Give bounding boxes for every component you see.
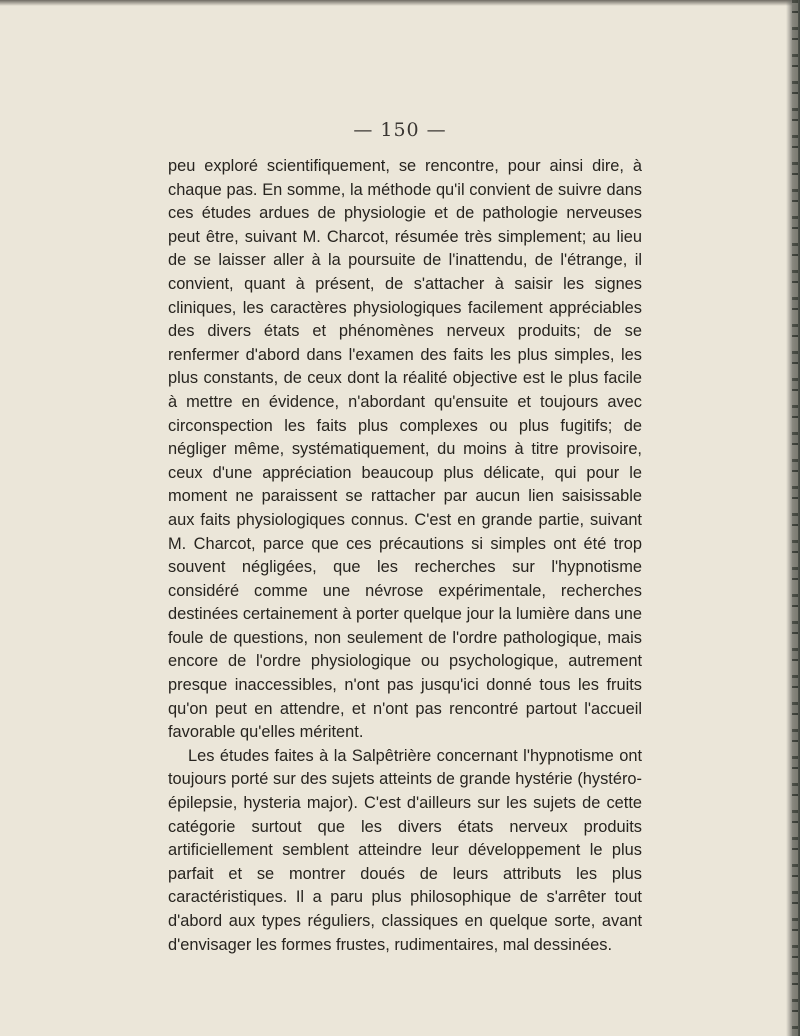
paragraph-2: Les études faites à la Salpêtrière concernant l'hypnotisme ont toujours porté sur des sujets atteints de grande hystérie (hystéro-épilepsie, hysteria major). C'est d'ailleurs sur les sujets de cette catégorie surtout que les divers états nerveux produits artificiellement semblent atteindre leur développement le plus parfait et se montrer doués de leurs attributs les plus caractéristiques. Il a paru plus philosophique de s'arrêter tout d'abord aux types réguliers, classiques en quelque sorte, avant d'envisager les formes frustes, rudimentaires, mal dessinées.: [168, 746, 642, 954]
page-top-shadow: [0, 0, 800, 6]
page-edge-marks: [792, 0, 798, 1036]
body-text: [168, 155, 642, 957]
paragraph-1: peu exploré scientifiquement, se rencontre, pour ainsi dire, à chaque pas. En somme, la méthode qu'il convient de suivre dans ces études ardues de physiologie et de pathologie nerveuses peut être, suivant M. Charcot, résumée très simplement; au lieu de se laisser aller à la poursuite de l'inattendu, de l'étrange, il convient, quant à présent, de s'attacher à saisir les signes cliniques, les caractères physiologiques facilement appréciables des divers états et phénomènes nerveux produits; de se renfermer d'abord dans l'examen des faits les plus simples, les plus constants, de ceux dont la réalité objective est le plus facile à mettre en évidence, n'abordant qu'ensuite et toujours avec circonspection les faits plus complexes ou plus fugitifs; de négliger même, systématiquement, du moins à titre provisoire, ceux d'une appréciation beaucoup plus délicate, qui pour le moment ne paraissent se rattacher par aucun lien saisissable aux faits physiologiques connus. C'est en grande partie, suivant M. Charcot, parce que ces précautions si simples ont été trop souvent négligées, que les recherches sur l'hypnotisme considéré comme une névrose expérimentale, recherches destinées certainement à porter quelque jour la lumière dans une foule de questions, non seulement de l'ordre pathologique, mais encore de l'ordre physiologique ou psychologique, autrement presque inaccessibles, n'ont pas jusqu'ici donné tous les fruits qu'on peut en attendre, et n'ont pas rencontré partout l'accueil favorable qu'elles méritent.: [168, 157, 642, 742]
page-number: — 150 —: [353, 119, 447, 141]
